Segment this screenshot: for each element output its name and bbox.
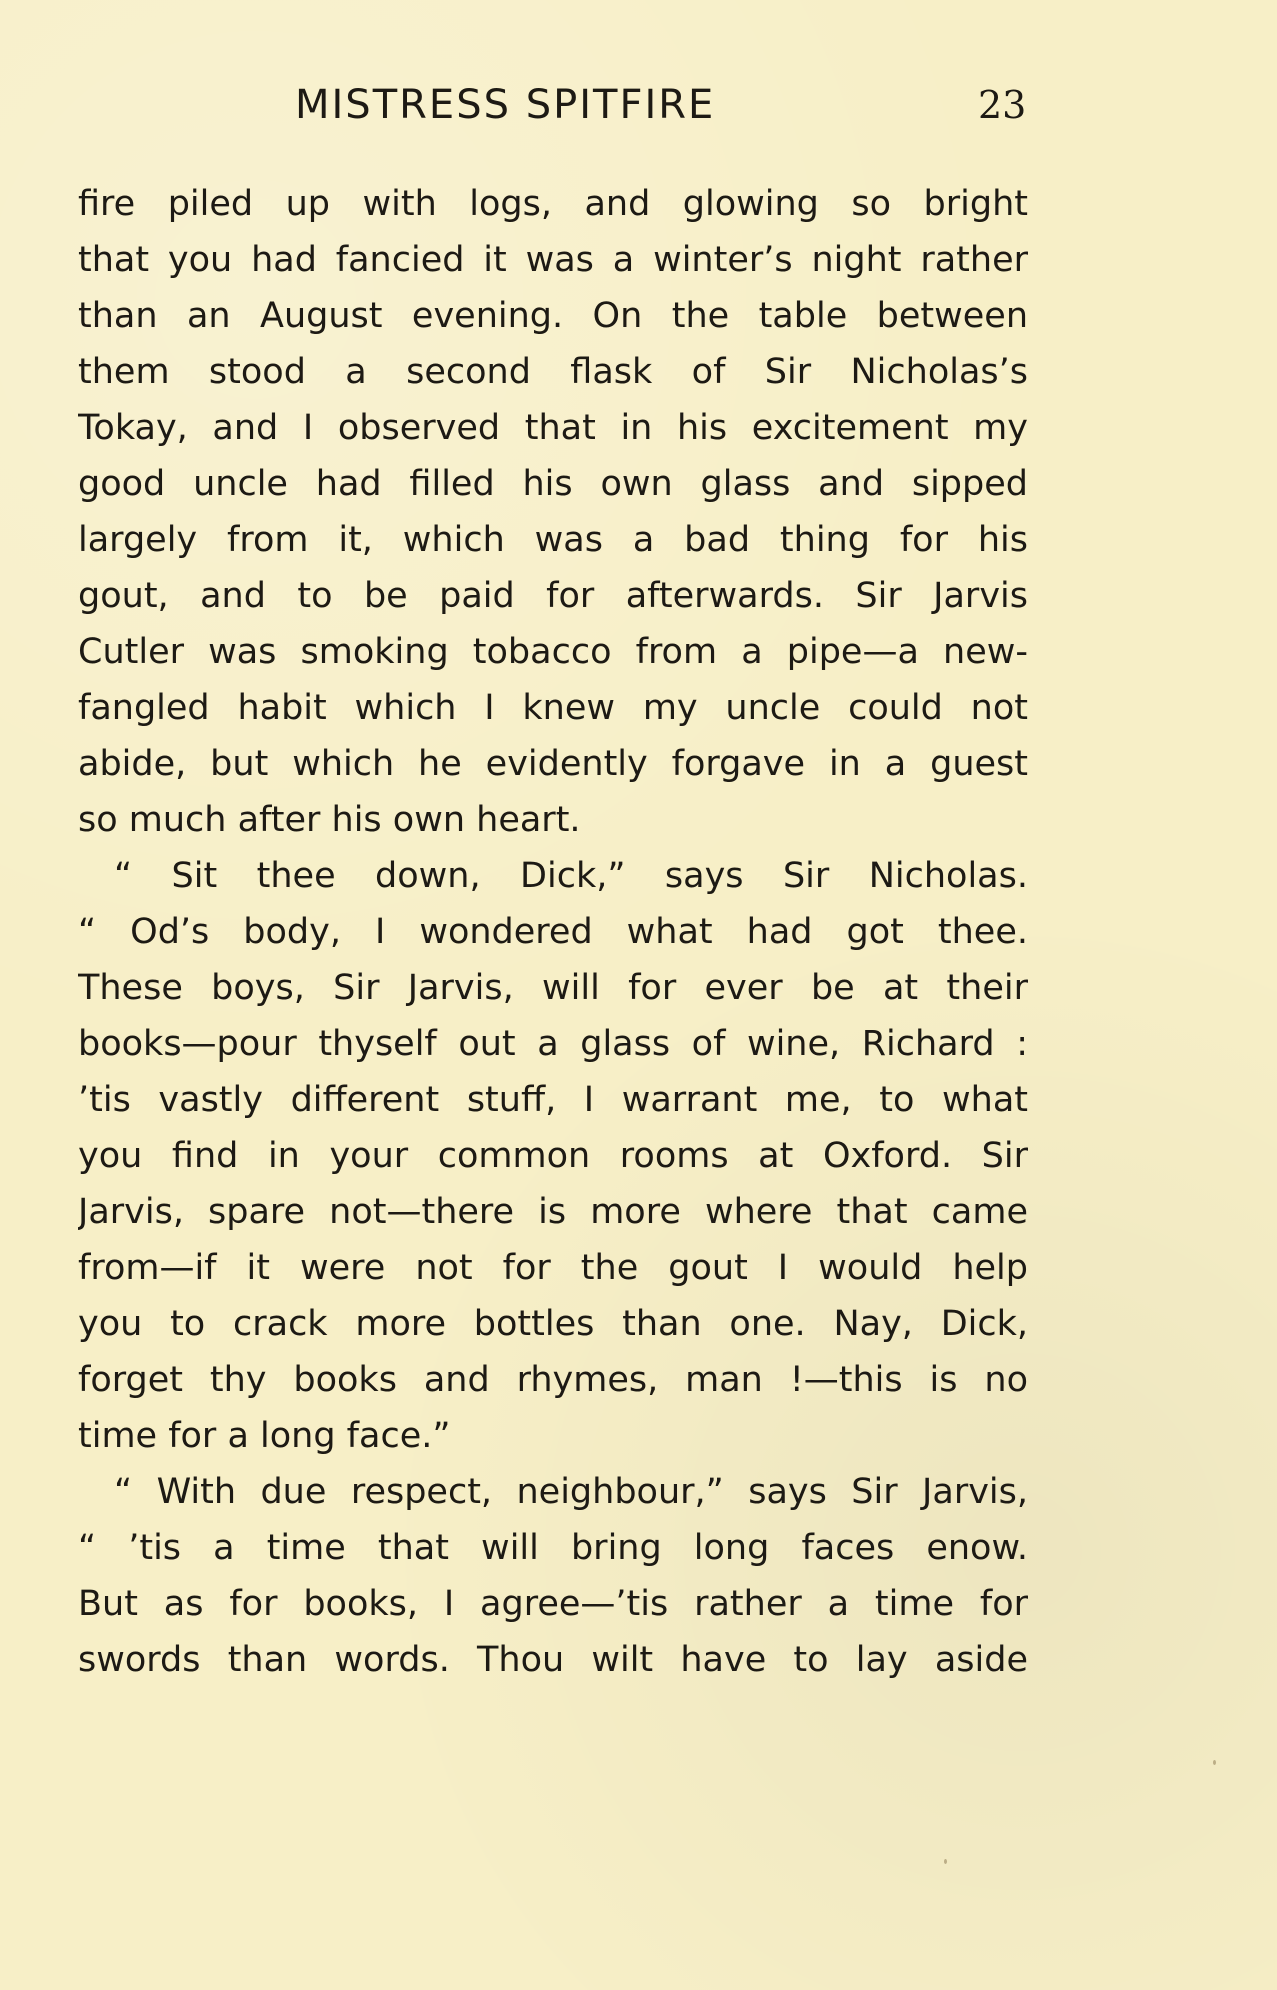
text-line: largely from it, which was a bad thing for his (78, 520, 1028, 560)
text-line: that you had fancied it was a winter’s night rather (78, 240, 1028, 280)
body-text (78, 176, 1028, 1688)
text-line: These boys, Sir Jarvis, will for ever be at their (78, 968, 1028, 1008)
text-line: “ Od’s body, I wondered what had got thee. (78, 912, 1028, 952)
text-line: you to crack more bottles than one. Nay, Dick, (78, 1304, 1028, 1344)
paragraph-start-line: “ Sit thee down, Dick,” says Sir Nicholas. (114, 856, 1028, 896)
text-line: Cutler was smoking tobacco from a pipe—a new- (78, 632, 1028, 672)
text-line: Jarvis, spare not—there is more where that came (78, 1192, 1028, 1232)
text-line: fangled habit which I knew my uncle could not (78, 688, 1028, 728)
running-title: MISTRESS SPITFIRE (295, 82, 716, 128)
text-line: you find in your common rooms at Oxford. Sir (78, 1136, 1028, 1176)
text-line: gout, and to be paid for afterwards. Sir Jarvis (78, 576, 1028, 616)
text-line: swords than words. Thou wilt have to lay aside (78, 1640, 1028, 1680)
text-line: Tokay, and I observed that in his excitement my (78, 408, 1028, 448)
paragraph-end-line: time for a long face.” (78, 1416, 451, 1456)
running-head (0, 78, 1277, 138)
text-line: But as for books, I agree—’tis rather a time for (78, 1584, 1028, 1624)
page-number: 23 (978, 83, 1027, 127)
text-line: forget thy books and rhymes, man !—this is no (78, 1360, 1028, 1400)
text-line: than an August evening. On the table between (78, 296, 1028, 336)
text-line: them stood a second flask of Sir Nicholas’s (78, 352, 1028, 392)
paper-speck (944, 1859, 947, 1864)
paper-speck (1213, 1760, 1216, 1765)
text-line: abide, but which he evidently forgave in a guest (78, 744, 1028, 784)
text-line: good uncle had filled his own glass and sipped (78, 464, 1028, 504)
text-line: from—if it were not for the gout I would help (78, 1248, 1028, 1288)
text-line: books—pour thyself out a glass of wine, Richard : (78, 1024, 1028, 1064)
paragraph-end-line: so much after his own heart. (78, 800, 581, 840)
text-line: fire piled up with logs, and glowing so bright (78, 184, 1028, 224)
paragraph-start-line: “ With due respect, neighbour,” says Sir Jarvis, (114, 1472, 1028, 1512)
text-line: ’tis vastly different stuff, I warrant me, to what (78, 1080, 1028, 1120)
text-line: “ ’tis a time that will bring long faces enow. (78, 1528, 1028, 1568)
